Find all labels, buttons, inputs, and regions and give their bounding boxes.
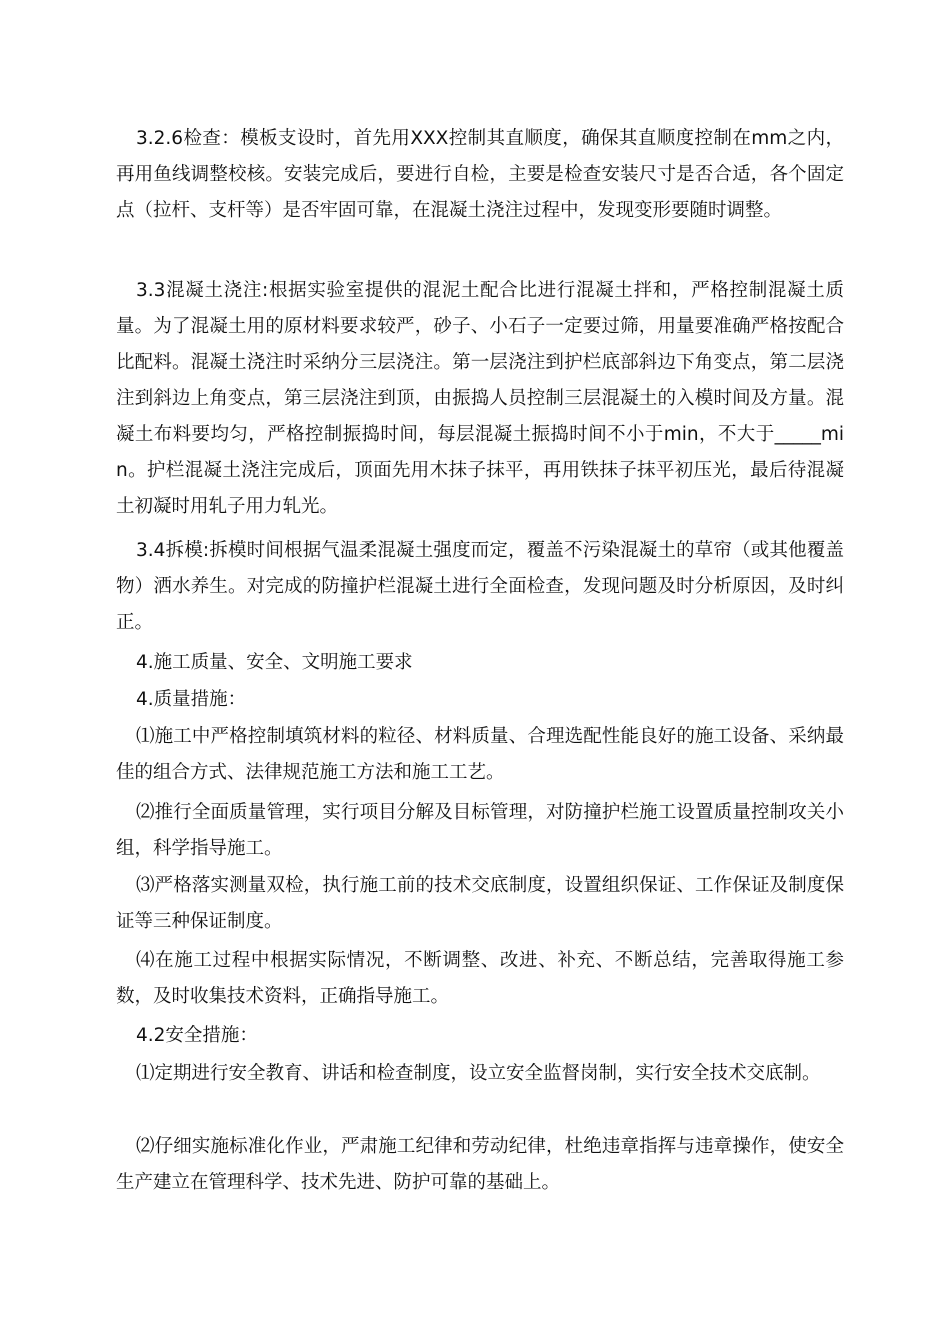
paragraph-3-4: 3.4拆模:拆模时间根据气温柔混凝土强度而定，覆盖不污染混凝土的草帘（或其他覆盖物）洒水养生。对完成的防撞护栏混凝土进行全面检查，发现问题及时分析原因，及时纠正。 bbox=[116, 540, 844, 633]
quality-item-2: ⑵推行全面质量管理，实行项目分解及目标管理，对防撞护栏施工设置质量控制攻关小组，科学指导施工。 bbox=[116, 802, 844, 859]
heading-4-2-safety: 4.2安全措施： bbox=[136, 1025, 258, 1046]
safety-item-1: ⑴定期进行安全教育、讲话和检查制度，设立安全监督岗制，实行安全技术交底制。 bbox=[136, 1063, 821, 1084]
quality-item-4: ⑷在施工过程中根据实际情况，不断调整、改进、补充、不断总结，完善取得施工参数，及时收集技术资料，正确指导施工。 bbox=[116, 950, 844, 1007]
paragraph-3-2-6: 3.2.6检查：模板支设时，首先用XXX控制其直顺度，确保其直顺度控制在mm之内，再用鱼线调整校核。安装完成后，要进行自检，主要是检查安装尺寸是否合适，各个固定点（拉杆、支杆等）是否牢固可靠，在混凝土浇注过程中，发现变形要随时调整。 bbox=[116, 128, 844, 221]
heading-4: 4.施工质量、安全、文明施工要求 bbox=[136, 652, 413, 673]
paragraph-3-3: 3.3混凝土浇注:根据实验室提供的混泥土配合比进行混凝土拌和，严格控制混凝土质量。为了混凝土用的原材料要求较严，砂子、小石子一定要过筛，用量要准确严格按配合比配料。混凝土浇注时采纳分三层浇注。第一层浇注到护栏底部斜边下角变点，第二层浇注到斜边上角变点，第三层浇注到顶，由振捣人员控制三层混凝土的入模时间及方量。混凝土布料要均匀，严格控制振捣时间，每层混凝土振捣时间不小于min，不大于_____min。护栏混凝土浇注完成后，顶面先用木抹子抹平，再用铁抹子抹平初压光，最后待混凝土初凝时用轧子用力轧光。 bbox=[116, 280, 844, 517]
quality-item-3: ⑶严格落实测量双检，执行施工前的技术交底制度，设置组织保证、工作保证及制度保证等三种保证制度。 bbox=[116, 875, 844, 932]
safety-item-2: ⑵仔细实施标准化作业，严肃施工纪律和劳动纪律，杜绝违章指挥与违章操作，使安全生产建立在管理科学、技术先进、防护可靠的基础上。 bbox=[116, 1136, 844, 1193]
quality-item-1: ⑴施工中严格控制填筑材料的粒径、材料质量、合理选配性能良好的施工设备、采纳最佳的组合方式、法律规范施工方法和施工工艺。 bbox=[116, 726, 844, 783]
heading-4-quality: 4.质量措施： bbox=[136, 689, 247, 710]
